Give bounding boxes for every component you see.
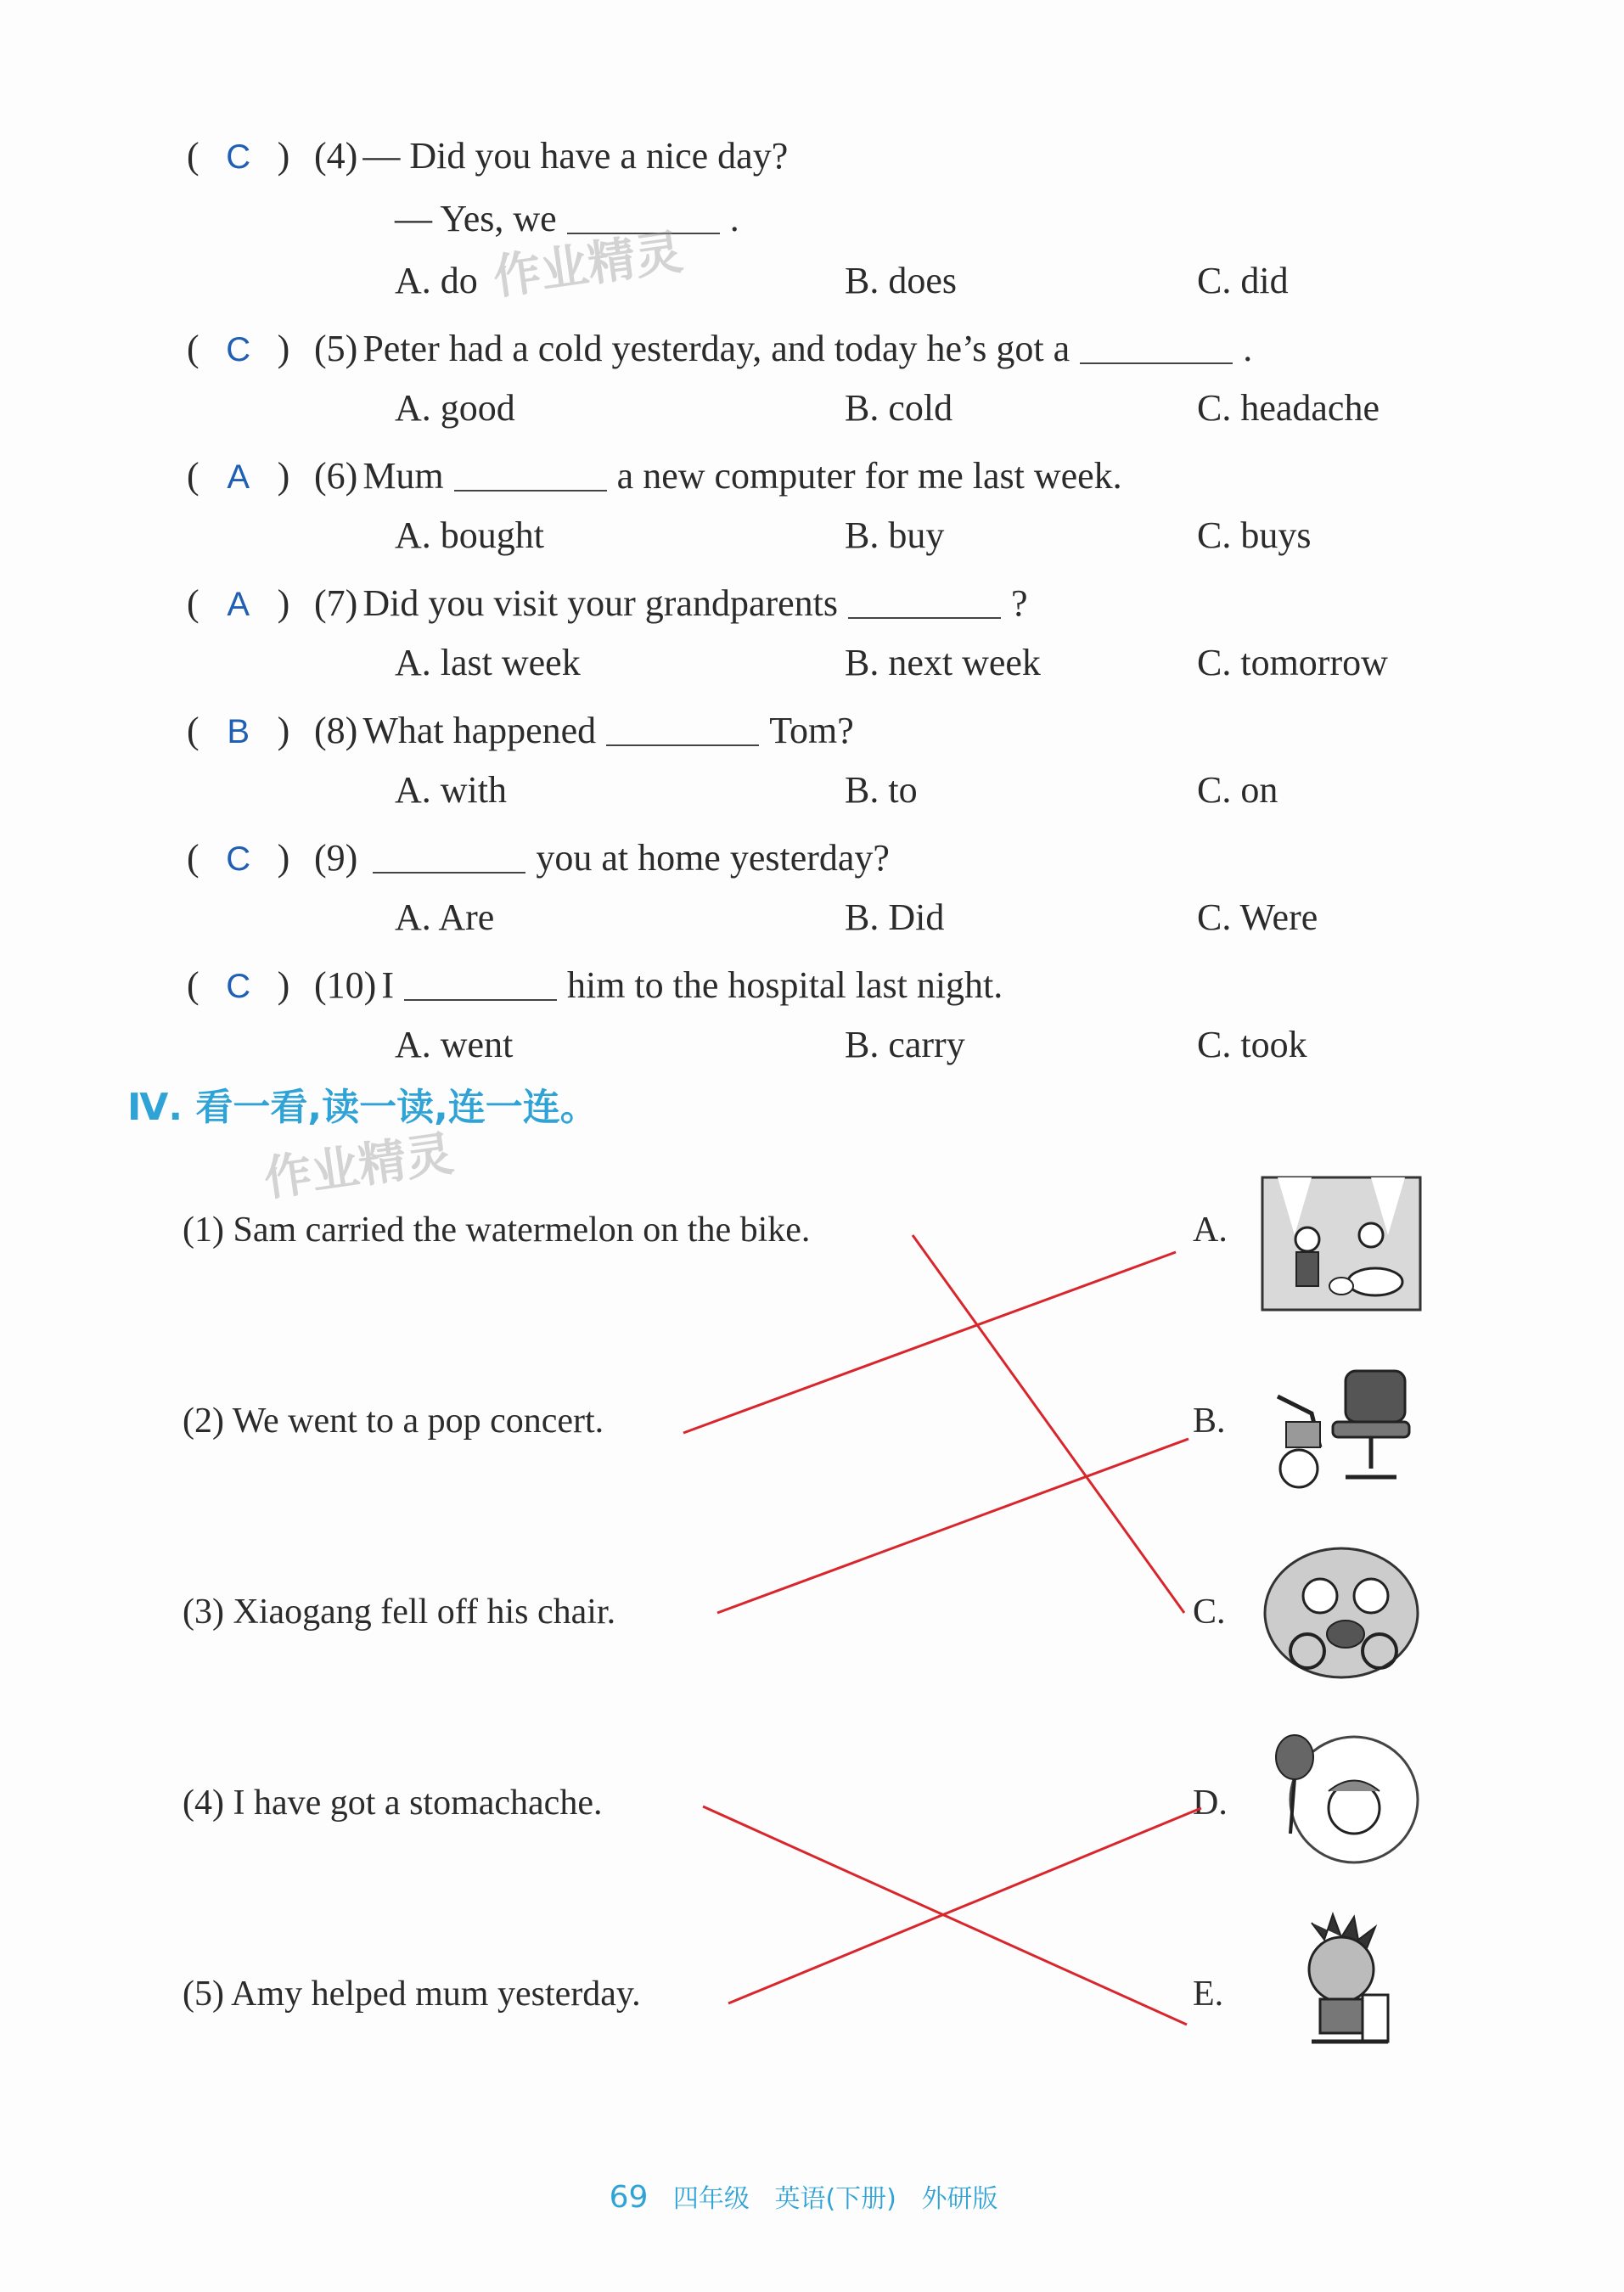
question-number: (6) xyxy=(314,454,358,497)
option-a: A. went xyxy=(395,1024,514,1065)
question-text-end: ? xyxy=(1011,581,1028,624)
question-number: (10) xyxy=(314,963,377,1006)
option-b: B. cold xyxy=(845,387,953,429)
question-number: (5) xyxy=(314,327,358,369)
option-c: C. buys xyxy=(1197,514,1312,556)
option-b: B. buy xyxy=(845,514,945,556)
match-sentence-5: (5) Amy helped mum yesterday. xyxy=(183,1975,641,2014)
subject-label: 英语(下册) xyxy=(774,2184,896,2214)
answer-mark: A xyxy=(227,458,250,496)
question-text: What happened xyxy=(362,709,597,751)
option-b: B. does xyxy=(845,260,957,301)
page-number: 69 xyxy=(609,2180,649,2215)
question-text: I xyxy=(381,963,394,1006)
match-line-1-c xyxy=(913,1235,1184,1613)
question-5: ( C ) (5) Peter had a cold yesterday, and today he’s got a . xyxy=(187,327,1253,369)
answer-mark: C xyxy=(226,840,251,878)
match-sentence-2: (2) We went to a pop concert. xyxy=(183,1402,604,1441)
question-7: ( A ) (7) Did you visit your grandparents ? xyxy=(187,581,1028,624)
option-c: C. Were xyxy=(1197,896,1318,938)
question-9: ( C ) (9) you at home yesterday? xyxy=(187,836,890,879)
question-text: Peter had a cold yesterday, and today he’s got a xyxy=(362,327,1070,369)
response-text: — Yes, we xyxy=(395,197,557,239)
option-b: B. to xyxy=(845,769,918,811)
option-c: C. on xyxy=(1197,769,1278,811)
option-a: A. with xyxy=(395,769,507,811)
match-line-3-b xyxy=(717,1439,1188,1613)
question-number: (8) xyxy=(314,709,358,751)
page-footer xyxy=(0,2177,1624,2215)
option-b: B. Did xyxy=(845,896,945,938)
question-text: Did you visit your grandparents xyxy=(362,581,839,624)
match-letter-e: E. xyxy=(1193,1975,1224,2014)
option-c: C. headache xyxy=(1197,387,1380,429)
question-text: — Did you have a nice day? xyxy=(362,134,789,177)
watermark: 作业精灵 xyxy=(261,1126,458,1208)
punctuation: . xyxy=(729,197,739,239)
match-letter-a: A. xyxy=(1193,1211,1228,1250)
grade-label: 四年级 xyxy=(672,2184,750,2214)
option-c: C. tomorrow xyxy=(1197,642,1388,683)
watermark: 作业精灵 xyxy=(490,224,687,306)
question-text-end: Tom? xyxy=(769,709,854,751)
match-sentence-1: (1) Sam carried the watermelon on the bike. xyxy=(183,1211,811,1250)
question-text: Mum xyxy=(362,454,444,497)
answer-mark: B xyxy=(227,712,250,750)
option-b: B. carry xyxy=(845,1024,965,1065)
match-letter-d: D. xyxy=(1193,1784,1228,1823)
option-a: A. bought xyxy=(395,514,544,556)
match-sentence-3: (3) Xiaogang fell off his chair. xyxy=(183,1593,616,1632)
option-a: A. Are xyxy=(395,896,495,938)
match-line-2-a xyxy=(683,1252,1176,1433)
match-line-4-e xyxy=(703,1806,1187,2025)
question-number: (9) xyxy=(314,836,358,879)
question-number: (7) xyxy=(314,581,358,624)
option-a: A. good xyxy=(395,387,515,429)
question-4: ( C ) (4) — Did you have a nice day? xyxy=(187,134,789,177)
question-text-end: a new computer for me last week. xyxy=(616,454,1122,497)
question-6: ( A ) (6) Mum a new computer for me last week. xyxy=(187,454,1122,497)
edition-label: 外研版 xyxy=(921,2184,998,2214)
option-c: C. took xyxy=(1197,1024,1307,1065)
question-number: (4) xyxy=(314,134,358,177)
question-8: ( B ) (8) What happened Tom? xyxy=(187,709,854,751)
match-letter-b: B. xyxy=(1193,1402,1226,1441)
question-10: ( C ) (10) I him to the hospital last night. xyxy=(187,963,1003,1006)
match-letter-c: C. xyxy=(1193,1593,1226,1632)
answer-mark: A xyxy=(227,585,250,623)
answer-mark: C xyxy=(226,330,251,368)
option-c: C. did xyxy=(1197,260,1289,301)
answer-mark: C xyxy=(226,138,251,176)
option-a: A. do xyxy=(395,260,478,301)
question-text-end: . xyxy=(1243,327,1253,369)
match-sentence-4: (4) I have got a stomachache. xyxy=(183,1784,603,1823)
section-title: Ⅳ. 看一看,读一读,连一连。 xyxy=(127,1086,598,1129)
option-a: A. last week xyxy=(395,642,581,683)
question-text-end: you at home yesterday? xyxy=(536,836,890,879)
answer-mark: C xyxy=(226,967,251,1005)
option-b: B. next week xyxy=(845,642,1041,683)
question-text-end: him to the hospital last night. xyxy=(566,963,1003,1006)
match-line-5-d xyxy=(728,1808,1201,2003)
